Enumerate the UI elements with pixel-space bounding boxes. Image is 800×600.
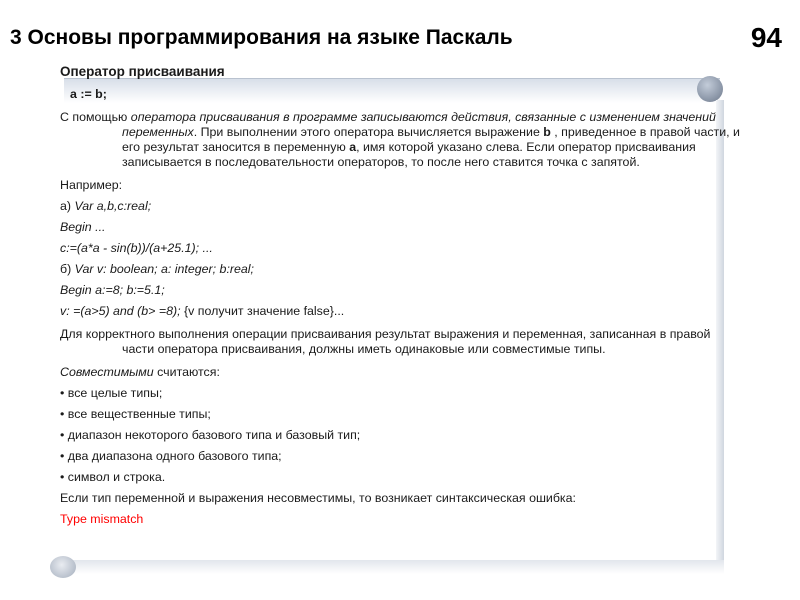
- example-label: Например:: [60, 178, 123, 192]
- decorative-frame-bottom: [64, 560, 724, 574]
- intro-paragraph: С помощью оператора присваивания в программе записываются действия, связанные с изменением значений переменных. При выполнении этого оператора вычисляется выражение b , приведенное в правой части, и его результат заносится в переменную a, имя которой указано слева. Если оператор присваивания записывается в последовательности операторов, то после него ставится точка с запятой.: [60, 110, 740, 169]
- page-number: 94: [750, 22, 782, 53]
- code-line-assign-1: c:=(a*a - sin(b))/(a+25.1); ...: [60, 241, 213, 255]
- error-message: Type mismatch: [60, 512, 144, 526]
- error-paragraph: Если тип переменной и выражения несовместимы, то возникает синтаксическая ошибка:: [60, 491, 576, 505]
- section-heading: Оператор присваивания: [60, 64, 225, 79]
- code-line-a: а) Var a,b,c:real;: [60, 199, 152, 213]
- list-item: • диапазон некоторого базового типа и базовый тип;: [60, 428, 361, 442]
- assignment-formula: a := b;: [70, 87, 107, 101]
- code-line-assign-2: v: =(a>5) and (b> =8); {v получит значение false}...: [60, 304, 345, 318]
- decorative-frame-curl: [50, 556, 76, 578]
- list-item: • все вещественные типы;: [60, 407, 211, 421]
- compatibility-paragraph: Для корректного выполнения операции присваивания результат выражения и переменная, записанная в правой части оператора присваивания, должны иметь одинаковые или совместимые типы.: [60, 327, 711, 356]
- list-item: • символ и строка.: [60, 470, 166, 484]
- list-item: • все целые типы;: [60, 386, 163, 400]
- compatible-label: Совместимыми считаются:: [60, 365, 220, 379]
- code-line-begin-1: Begin ...: [60, 220, 106, 234]
- list-item: • два диапазона одного базового типа;: [60, 449, 282, 463]
- slide-content: [60, 64, 740, 527]
- code-line-b: б) Var v: boolean; a: integer; b:real;: [60, 262, 254, 276]
- page-title: 3 Основы программирования на языке Паскаль: [10, 26, 513, 49]
- code-line-begin-2: Begin a:=8; b:=5.1;: [60, 283, 165, 297]
